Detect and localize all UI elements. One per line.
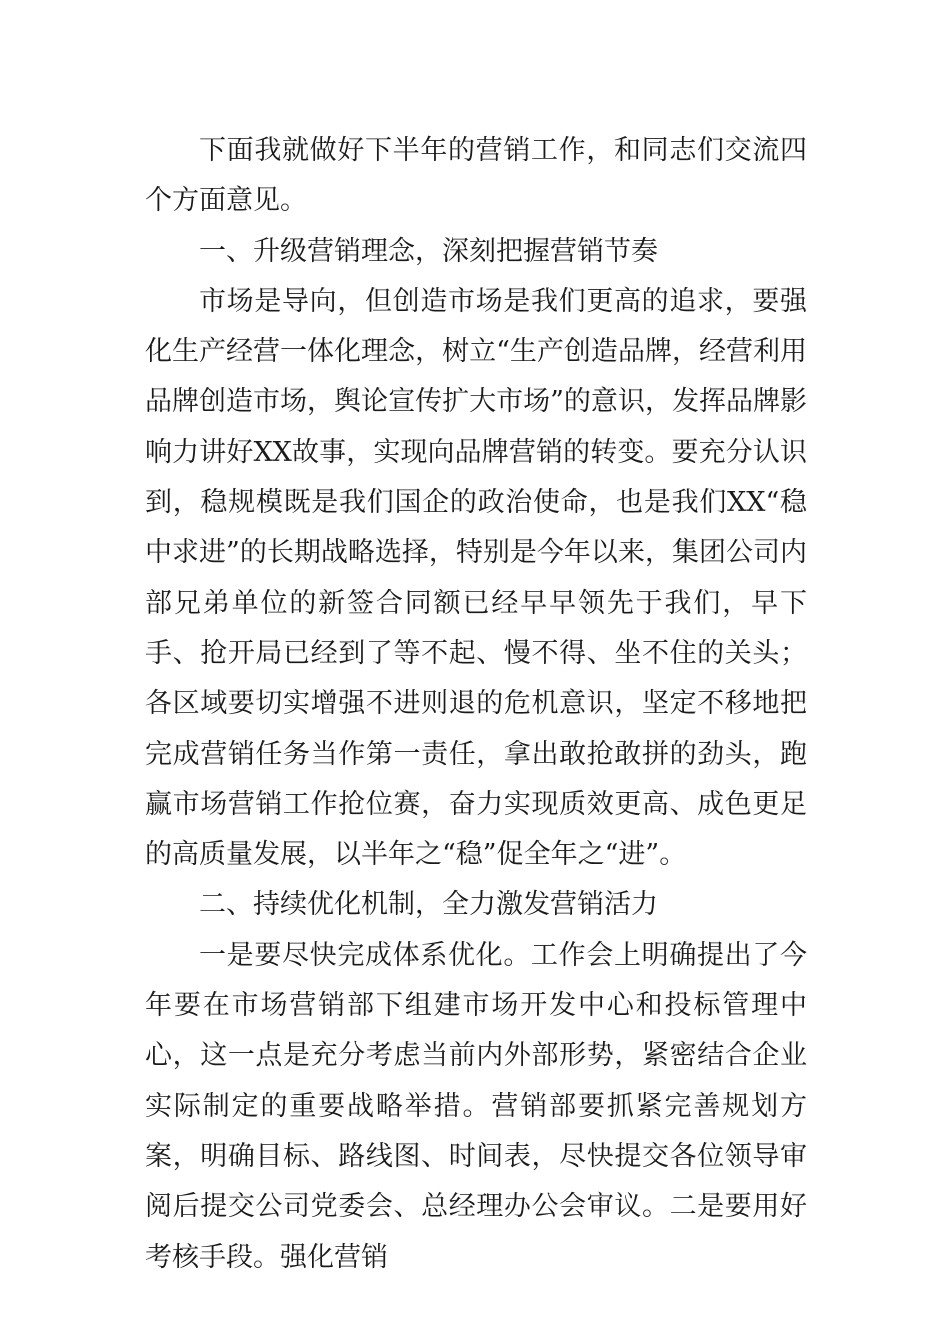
paragraph-intro: 下面我就做好下半年的营销工作，和同志们交流四个方面意见。 [145,135,807,217]
heading-section-2: 二、持续优化机制，全力激发营销活力 [199,889,658,921]
paragraph-section-2: 一是要尽快完成体系优化。工作会上明确提出了今年要在市场营销部下组建市场开发中心和投标管理中心，这一点是充分考虑当前内外部形势，紧密结合企业实际制定的重要战略举措。营销部要抓紧完善规划方案，明确目标、路线图、时间表，尽快提交各位领导审阅后提交公司党委会、总经理办公会审议。二是要用好考核手段。强化营销 [145,939,807,1273]
heading-section-1: 一、升级营销理念，深刻把握营销节奏 [199,235,658,267]
document-body [145,126,807,1283]
paragraph-section-1: 市场是导向，但创造市场是我们更高的追求，要强化生产经营一体化理念，树立“生产创造品牌，经营利用品牌创造市场，舆论宣传扩大市场”的意识，发挥品牌影响力讲好XX故事，实现向品牌营销的转变。要充分认识到，稳规模既是我们国企的政治使命，也是我们XX“稳中求进”的长期战略选择，特别是今年以来，集团公司内部兄弟单位的新签合同额已经早早领先于我们，早下手、抢开局已经到了等不起、慢不得、坐不住的关头；各区域要切实增强不进则退的危机意识，坚定不移地把完成营销任务当作第一责任，拿出敢抢敢拼的劲头，跑赢市场营销工作抢位赛，奋力实现质效更高、成色更足的高质量发展，以半年之“稳”促全年之“进”。 [145,285,807,871]
